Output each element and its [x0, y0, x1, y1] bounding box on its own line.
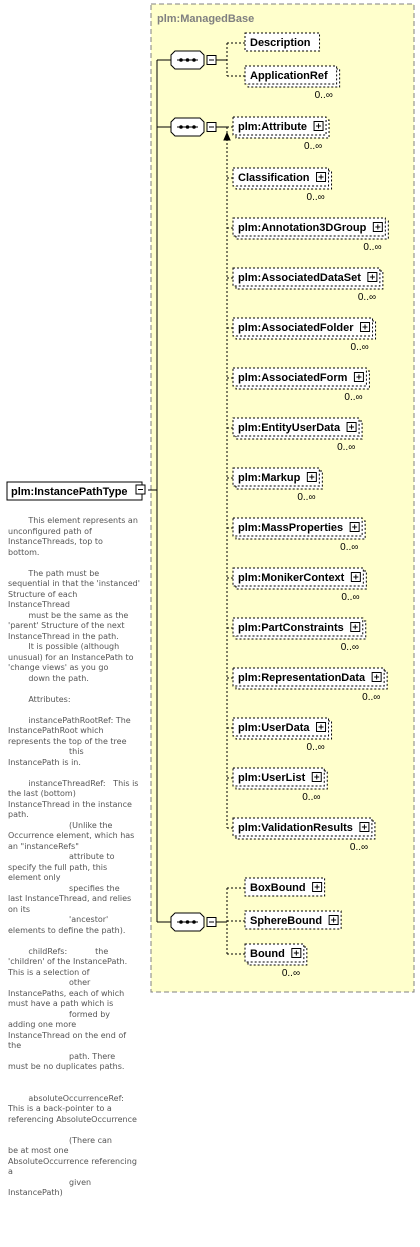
element-label: plm:Attribute — [238, 121, 308, 133]
expand-icon[interactable] — [350, 523, 359, 532]
root-element[interactable] — [7, 482, 145, 500]
element-label: plm:AssociatedFolder — [238, 322, 354, 334]
group-box — [151, 4, 414, 992]
element-label: plm:ValidationResults — [238, 822, 353, 834]
root-label: plm:InstancePathType — [11, 486, 128, 498]
element-label: plm:Annotation3DGroup — [238, 222, 367, 234]
occurrence-label: 0..∞ — [314, 90, 333, 101]
element-label: ApplicationRef — [250, 70, 328, 82]
occurrence-label: 0..∞ — [344, 392, 363, 403]
element-label: Bound — [250, 948, 285, 960]
element-label: plm:PartConstraints — [238, 622, 344, 634]
expand-icon[interactable] — [317, 723, 326, 732]
collapse-icon[interactable] — [207, 56, 216, 65]
group-title: plm:ManagedBase — [157, 13, 255, 25]
expand-icon[interactable] — [360, 823, 369, 832]
expand-icon[interactable] — [313, 883, 322, 892]
occurrence-label: 0..∞ — [341, 592, 360, 603]
expand-icon[interactable] — [373, 223, 382, 232]
collapse-icon[interactable] — [207, 123, 216, 132]
element-label: plm:UserData — [238, 722, 310, 734]
occurrence-label: 0..∞ — [362, 692, 381, 703]
expand-icon[interactable] — [312, 773, 321, 782]
expand-icon[interactable] — [317, 173, 326, 182]
expand-icon[interactable] — [307, 473, 316, 482]
schema-element[interactable] — [245, 911, 341, 929]
occurrence-label: 0..∞ — [337, 442, 356, 453]
expand-icon[interactable] — [329, 916, 338, 925]
schema-element[interactable] — [245, 33, 320, 51]
element-label: plm:MonikerContext — [238, 572, 345, 584]
occurrence-label: 0..∞ — [281, 968, 301, 979]
occurrence-label: 0..∞ — [350, 342, 369, 353]
documentation-text: This element represents an unconfigured path of InstanceThreads, top to bottom. The path must be sequential in that the 'instanced' Structure of each InstanceThread must be the same as the 'parent' Structure of the next InstanceThread in the path. It is possible (although unusual) for an InstancePath to 'change views' as you go down the path. Attributes: instancePathRootRef: The InstancePathRoot which represents the top of the tree this InstancePath is in. instanceThreadRef: This is the last (bottom) InstanceThread in the instance path. (Unlike the Occurrence element, which has an "instanceRefs" attribute to specify the full path, this element only specifies the last InstanceThread, and relies on its 'ancestor' elements to define the path). childRefs: the 'children' of the InstancePath. This is a selection of other InstancePaths, each of which must have a path which is formed by adding one more InstanceThread on the end of the path. There must be no duplicates paths. absoluteOccurrenceRef: This is a back-pointer to a referencing AbsoluteOccurrence (There can be at most one AbsoluteOccurrence referencing a given InstancePath) — [8, 516, 140, 1197]
collapse-icon[interactable] — [207, 918, 216, 927]
expand-icon[interactable] — [292, 949, 301, 958]
element-label: plm:MassProperties — [238, 522, 344, 534]
occurrence-label: 0..∞ — [306, 742, 325, 753]
occurrence-label: 0..∞ — [340, 642, 359, 653]
occurrence-label: 0..∞ — [297, 492, 316, 503]
schema-element[interactable] — [245, 878, 325, 896]
expand-icon[interactable] — [314, 122, 323, 131]
occurrence-label: 0..∞ — [357, 292, 377, 303]
element-label: plm:EntityUserData — [238, 422, 341, 434]
occurrence-label: 0..∞ — [363, 242, 382, 253]
expand-icon[interactable] — [351, 573, 360, 582]
element-label: plm:UserList — [238, 772, 306, 784]
element-label: plm:Markup — [238, 472, 301, 484]
expand-icon[interactable] — [347, 423, 356, 432]
occurrence-label: 0..∞ — [302, 792, 321, 803]
expand-icon[interactable] — [361, 323, 370, 332]
element-label: Description — [250, 37, 311, 49]
expand-icon[interactable] — [368, 273, 377, 282]
element-label: plm:AssociatedForm — [238, 372, 348, 384]
occurrence-label: 0..∞ — [349, 842, 369, 853]
occurrence-label: 0..∞ — [340, 542, 359, 553]
element-label: SphereBound — [250, 915, 323, 927]
occurrence-label: 0..∞ — [306, 192, 325, 203]
expand-icon[interactable] — [372, 673, 381, 682]
element-label: BoxBound — [250, 882, 306, 894]
expand-icon[interactable] — [354, 373, 363, 382]
expand-icon[interactable] — [351, 623, 360, 632]
element-label: Classification — [238, 172, 310, 184]
occurrence-label: 0..∞ — [304, 141, 323, 152]
element-label: plm:AssociatedDataSet — [238, 272, 361, 284]
element-label: plm:RepresentationData — [238, 672, 366, 684]
